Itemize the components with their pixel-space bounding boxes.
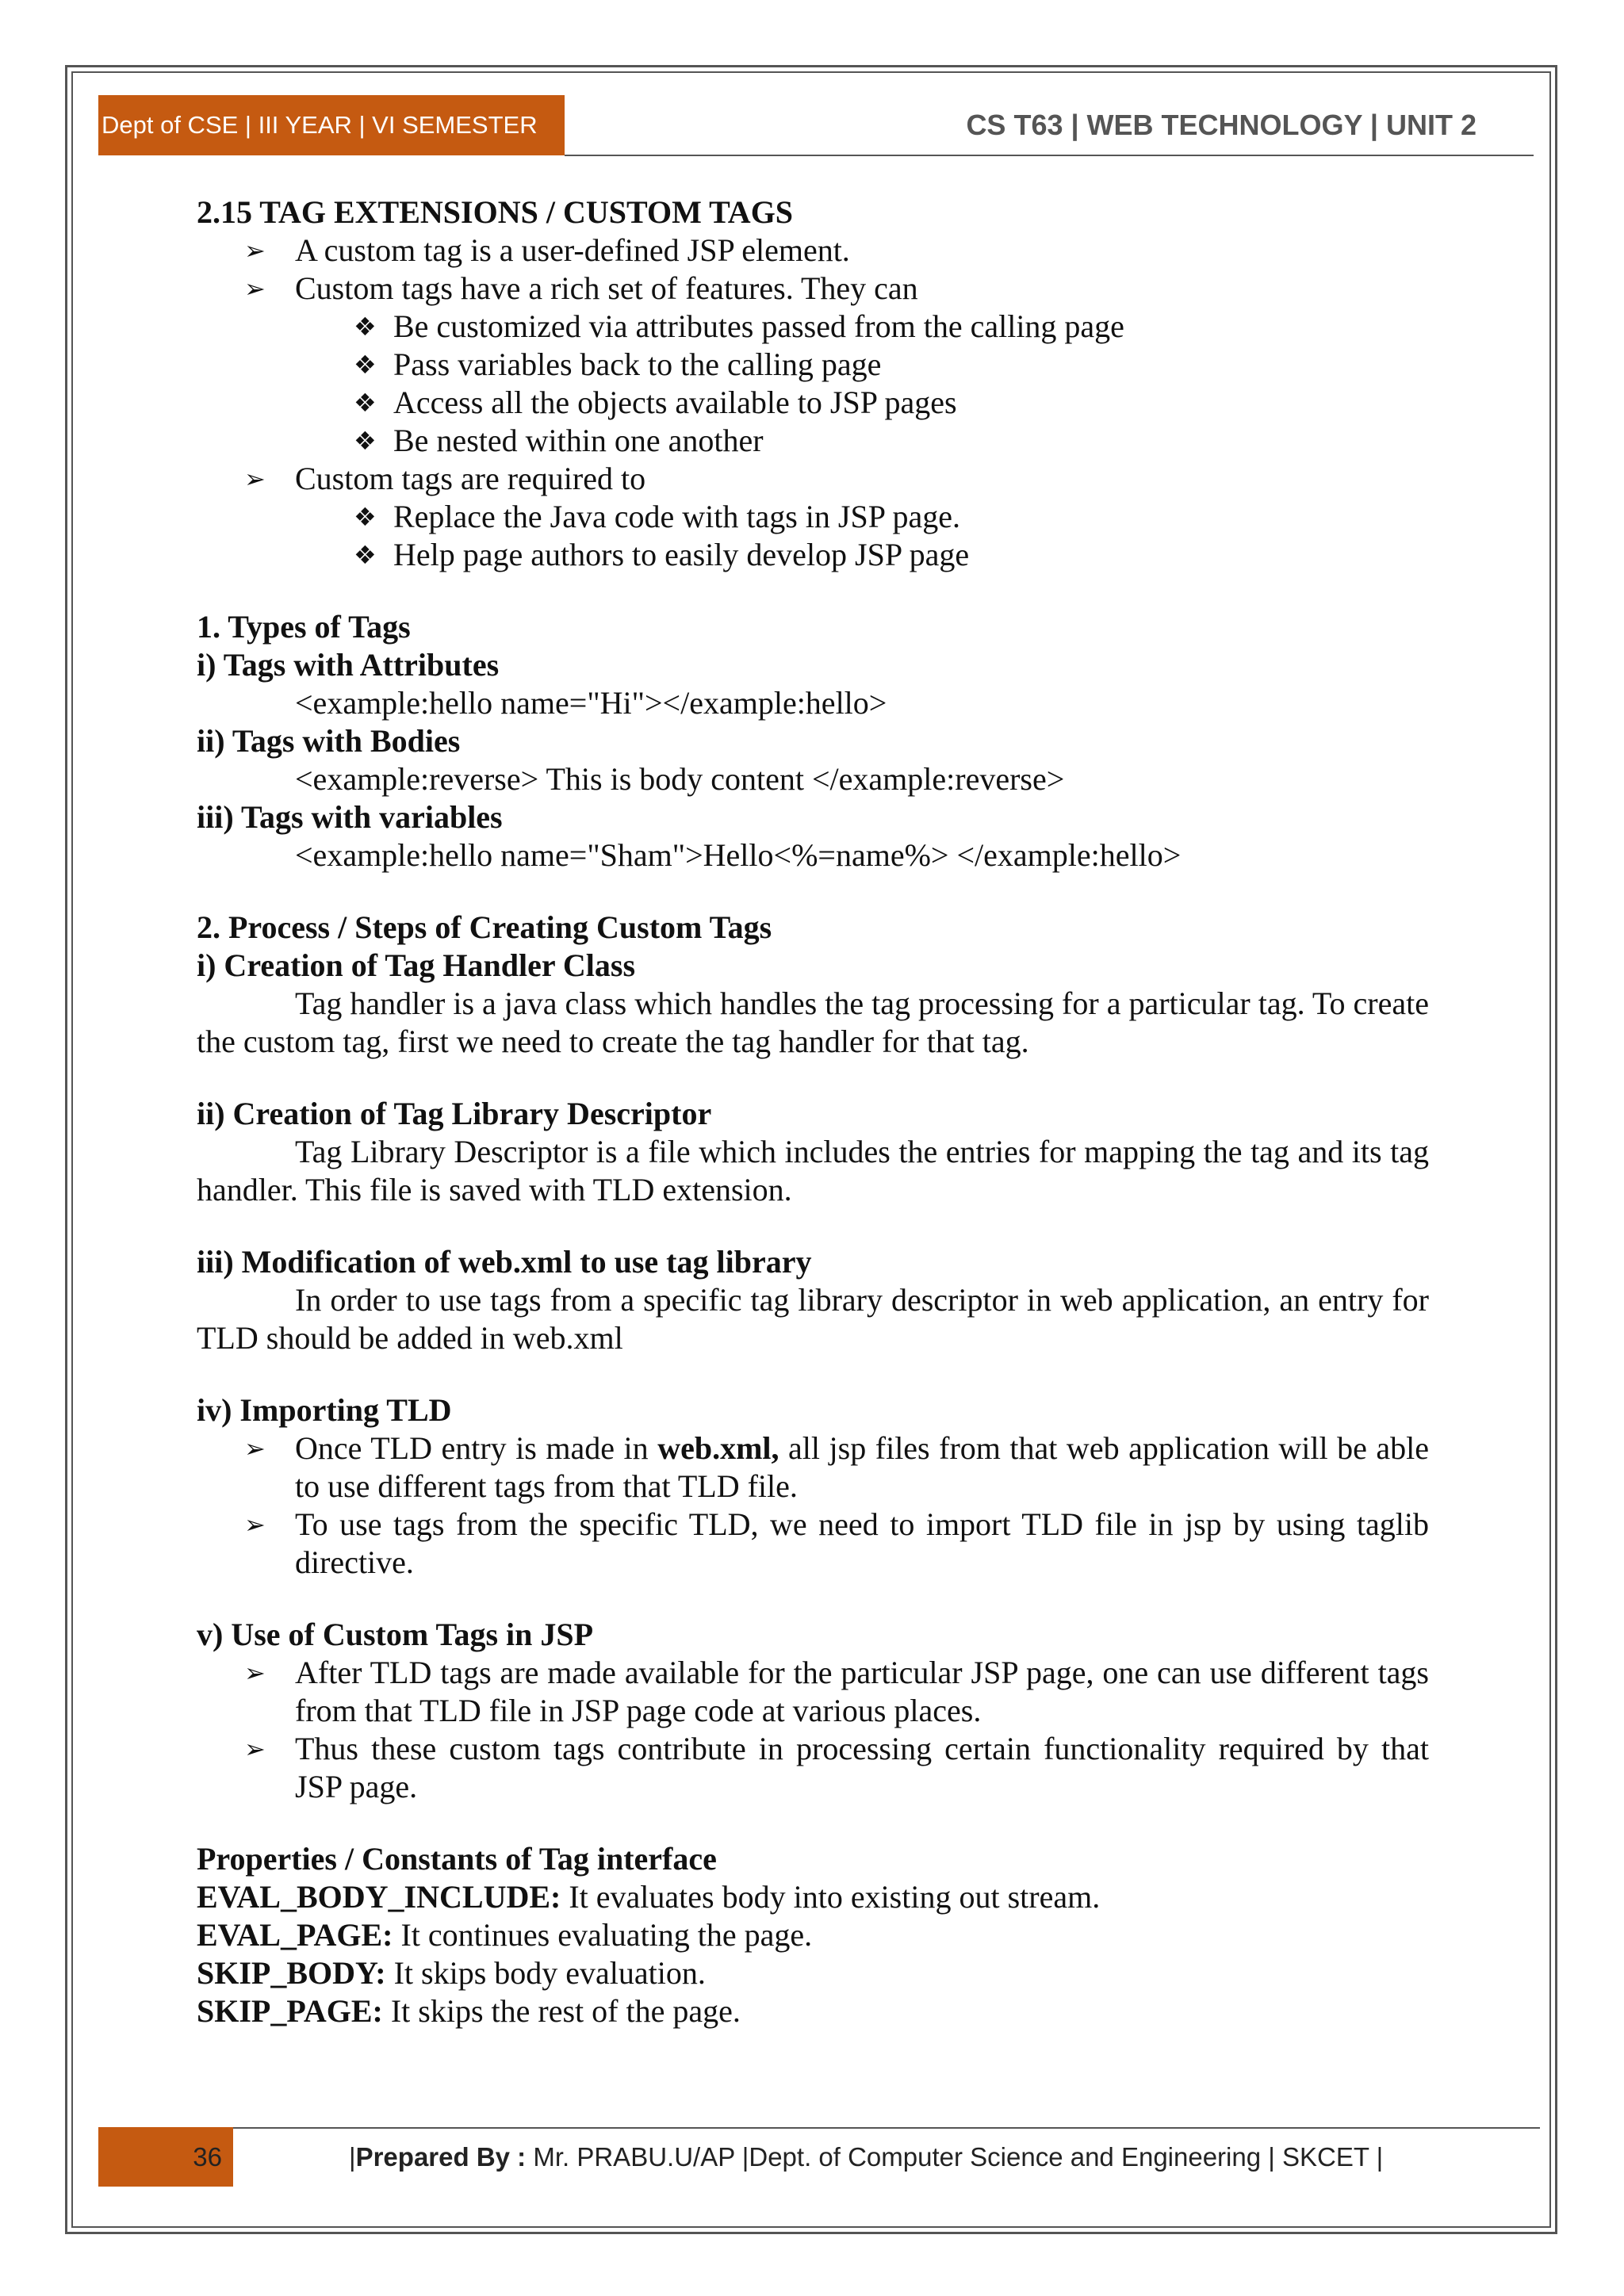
header-course-title: CS T63 | WEB TECHNOLOGY | UNIT 2 bbox=[966, 109, 1477, 141]
process-iv-heading: iv) Importing TLD bbox=[197, 1392, 452, 1428]
sub-bullet-item: ❖ Replace the Java code with tags in JSP page. bbox=[354, 499, 960, 534]
web-xml-bold: web.xml, bbox=[657, 1430, 779, 1466]
arrow-bullet-icon: ➢ bbox=[244, 464, 266, 494]
arrow-bullet-icon: ➢ bbox=[244, 1433, 266, 1464]
section-title: 2.15 TAG EXTENSIONS / CUSTOM TAGS bbox=[197, 194, 794, 230]
page-number: 36 bbox=[98, 2127, 233, 2187]
props-heading: Properties / Constants of Tag interface bbox=[197, 1841, 717, 1877]
prop-item: EVAL_PAGE: It continues evaluating the page. bbox=[197, 1917, 813, 1953]
arrow-bullet-icon: ➢ bbox=[244, 274, 266, 304]
arrow-bullet-icon: ➢ bbox=[244, 1658, 266, 1688]
prop-item: EVAL_BODY_INCLUDE: It evaluates body into existing out stream. bbox=[197, 1879, 1101, 1915]
sub-bullet-item: ❖ Help page authors to easily develop JSP page bbox=[354, 537, 970, 572]
arrow-bullet-icon: ➢ bbox=[244, 1734, 266, 1764]
bullet-item: ➢ A custom tag is a user-defined JSP element. bbox=[244, 232, 850, 268]
spacer bbox=[197, 1209, 1429, 1243]
process-ii-heading: ii) Creation of Tag Library Descriptor bbox=[197, 1096, 712, 1131]
diamond-bullet-icon: ❖ bbox=[354, 350, 377, 380]
code-example: <example:reverse> This is body content </example:reverse> bbox=[295, 761, 1065, 797]
page-content bbox=[197, 193, 1429, 2030]
bullet-item: ➢ To use tags from the specific TLD, we need to import TLD file in jsp by using taglib directive. bbox=[244, 1506, 1429, 1580]
diamond-bullet-icon: ❖ bbox=[354, 388, 377, 418]
header-rule bbox=[565, 155, 1534, 156]
process-iii-heading: iii) Modification of web.xml to use tag library bbox=[197, 1244, 812, 1280]
bullet-item: ➢ Once TLD entry is made in web.xml, all jsp files from that web application will be able to use different tags from that TLD file. bbox=[244, 1430, 1429, 1504]
process-ii-text: Tag Library Descriptor is a file which includes the entries for mapping the tag and its tag handler. This file is saved with TLD extension. bbox=[197, 1134, 1429, 1207]
sub-bullet-item: ❖ Pass variables back to the calling page bbox=[354, 346, 882, 382]
types-ii-heading: ii) Tags with Bodies bbox=[197, 723, 461, 759]
bullet-item: ➢ After TLD tags are made available for the particular JSP page, one can use different tags from that TLD file in JSP page code at various places. bbox=[244, 1655, 1429, 1728]
sub-bullet-item: ❖ Access all the objects available to JSP pages bbox=[354, 385, 957, 420]
header-dept-label: Dept of CSE | III YEAR | VI SEMESTER bbox=[98, 95, 565, 155]
spacer bbox=[197, 574, 1429, 608]
spacer bbox=[197, 1806, 1429, 1840]
arrow-bullet-icon: ➢ bbox=[244, 1510, 266, 1540]
spacer bbox=[197, 1061, 1429, 1095]
process-heading: 2. Process / Steps of Creating Custom Tags bbox=[197, 909, 772, 945]
bullet-item: ➢ Thus these custom tags contribute in processing certain functionality required by that JSP page. bbox=[244, 1731, 1429, 1804]
process-iii-text: In order to use tags from a specific tag library descriptor in web application, an entry for TLD should be added in web.xml bbox=[197, 1282, 1429, 1356]
spacer bbox=[197, 1357, 1429, 1391]
bullet-item: ➢ Custom tags are required to bbox=[244, 461, 646, 496]
diamond-bullet-icon: ❖ bbox=[354, 540, 377, 570]
spacer bbox=[197, 874, 1429, 909]
types-heading: 1. Types of Tags bbox=[197, 609, 411, 645]
prop-item: SKIP_BODY: It skips body evaluation. bbox=[197, 1955, 706, 1991]
types-i-heading: i) Tags with Attributes bbox=[197, 647, 500, 683]
footer-credit: |Prepared By : Mr. PRABU.U/AP |Dept. of Computer Science and Engineering | SKCET | bbox=[349, 2142, 1384, 2172]
types-iii-heading: iii) Tags with variables bbox=[197, 799, 503, 835]
code-example: <example:hello name="Sham">Hello<%=name%> </example:hello> bbox=[295, 837, 1182, 873]
process-i-heading: i) Creation of Tag Handler Class bbox=[197, 947, 636, 983]
prop-item: SKIP_PAGE: It skips the rest of the page. bbox=[197, 1993, 741, 2029]
spacer bbox=[197, 1582, 1429, 1616]
sub-bullet-item: ❖ Be customized via attributes passed from the calling page bbox=[354, 308, 1124, 344]
diamond-bullet-icon: ❖ bbox=[354, 312, 377, 342]
diamond-bullet-icon: ❖ bbox=[354, 502, 377, 532]
process-v-heading: v) Use of Custom Tags in JSP bbox=[197, 1617, 594, 1652]
code-example: <example:hello name="Hi"></example:hello> bbox=[295, 685, 887, 721]
diamond-bullet-icon: ❖ bbox=[354, 426, 377, 456]
process-i-text: Tag handler is a java class which handles the tag processing for a particular tag. To create the custom tag, first we need to create the tag handler for that tag. bbox=[197, 985, 1429, 1059]
arrow-bullet-icon: ➢ bbox=[244, 235, 266, 266]
sub-bullet-item: ❖ Be nested within one another bbox=[354, 423, 764, 458]
bullet-item: ➢ Custom tags have a rich set of features. They can bbox=[244, 270, 918, 306]
